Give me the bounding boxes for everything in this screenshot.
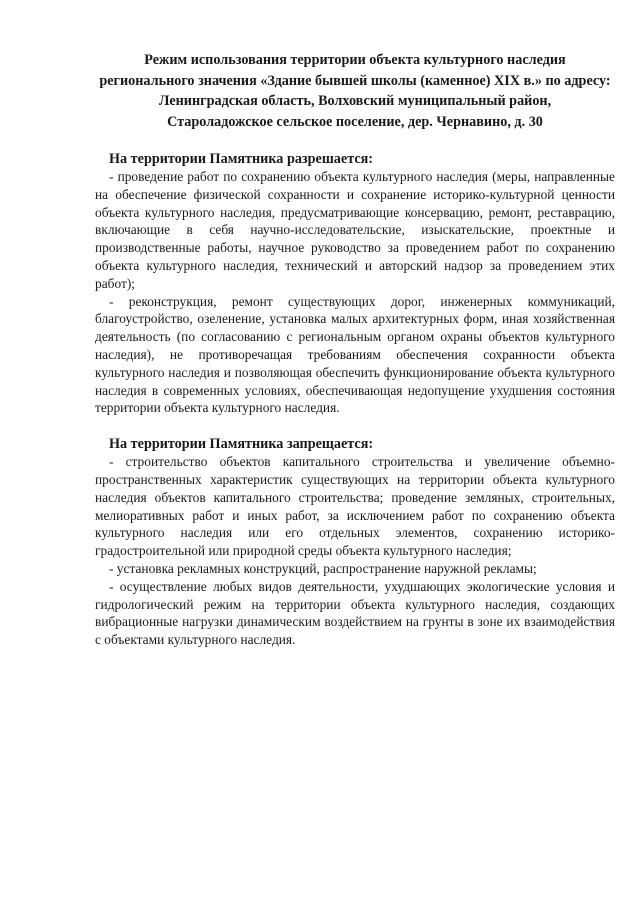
prohibited-item: - осуществление любых видов деятельности, ухудшающих экологические условия и гидрологический режим на территории объекта культурного наследия, создающих вибрационные нагрузки динамическим воздействием на грунты в зоне их взаимодействия с объектами культурного наследия. bbox=[95, 578, 615, 648]
prohibited-section bbox=[95, 435, 615, 649]
document-page bbox=[95, 50, 615, 649]
prohibited-item: - строительство объектов капитального строительства и увеличение объемно-пространственных характеристик существующих на территории объекта культурного наследия объектов капитального строительства; проведение земляных, строительных, мелиоративных работ и иных работ, за исключением работ по сохранению объекта культурного наследия или его отдельных элементов, сохранению историко-градостроительной или природной среды объекта культурного наследия; bbox=[95, 454, 615, 559]
document-title bbox=[95, 50, 615, 132]
permitted-section bbox=[95, 150, 615, 417]
prohibited-item: - установка рекламных конструкций, распространение наружной рекламы; bbox=[109, 560, 537, 576]
prohibited-heading: На территории Памятника запрещается: bbox=[109, 436, 374, 453]
title-line: регионального значения «Здание бывшей школы (каменное) XIX в.» по адресу: bbox=[99, 72, 611, 89]
title-line: Староладожское сельское поселение, дер. Чернавино, д. 30 bbox=[167, 113, 543, 130]
title-line: Ленинградская область, Волховский муниципальный район, bbox=[158, 93, 552, 109]
title-line: Режим использования территории объекта культурного наследия bbox=[144, 52, 566, 68]
permitted-heading: На территории Памятника разрешается: bbox=[109, 151, 374, 167]
permitted-item: - проведение работ по сохранению объекта культурного наследия (меры, направленные на обеспечение физической сохранности и сохранение историко-культурной ценности объекта культурного наследия, предусматривающие консервацию, ремонт, реставрацию, включающие в себя научно-исследовательские, изыскательские, проектные и производственные работы, научное руководство за проведением работ по сохранению объекта культурного наследия, технический и авторский надзор за проведением этих работ); bbox=[95, 169, 615, 291]
permitted-item: - реконструкция, ремонт существующих дорог, инженерных коммуникаций, благоустройство, озеленение, установка малых архитектурных форм, иная хозяйственная деятельность (по согласованию с региональным органом охраны объектов культурного наследия), не противоречащая требованиям обеспечения сохранности объекта культурного наследия и позволяющая обеспечить функционирование объекта культурного наследия в современных условиях, обеспечивающая недопущение ухудшения состояния территории объекта культурного наследия. bbox=[95, 293, 615, 416]
